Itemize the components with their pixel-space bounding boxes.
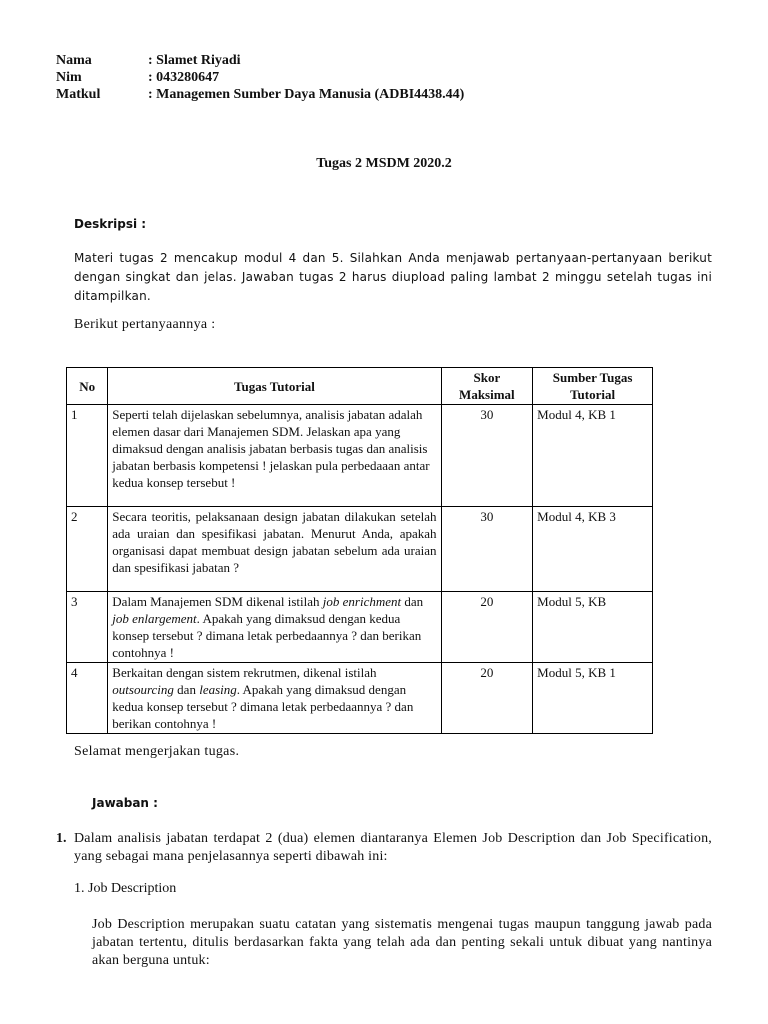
- table-header-row: [67, 368, 653, 405]
- row-no: 4: [67, 663, 108, 734]
- matkul-label: Matkul: [56, 87, 101, 102]
- header-no: No: [67, 368, 108, 405]
- student-info: [56, 52, 464, 103]
- info-row-nim: [56, 69, 464, 86]
- info-row-nama: [56, 52, 464, 69]
- row-question: Secara teoritis, pelaksanaan design jabatan dilakukan setelah ada uraian dan spesifikasi jabatan. Menurut Anda, apakah organisasi dapat membuat design jabatan sebelum ada uraian dan spesifikasi jabatan ?: [108, 507, 441, 592]
- closing-text: Selamat mengerjakan tugas.: [74, 744, 240, 759]
- table-row: [67, 405, 653, 507]
- description-text: Materi tugas 2 mencakup modul 4 dan 5. Silahkan Anda menjawab pertanyaan-pertanyaan berikut dengan singkat dan jelas. Jawaban tugas 2 harus diupload paling lambat 2 minggu setelah tugas ini ditampilkan.: [74, 251, 712, 303]
- row-question: [108, 663, 441, 734]
- row-no: 3: [67, 592, 108, 663]
- question-text: dan: [173, 682, 200, 697]
- row-source: Modul 4, KB 3: [533, 507, 653, 592]
- table-row: [67, 592, 653, 663]
- row-question: Seperti telah dijelaskan sebelumnya, analisis jabatan adalah elemen dasar dari Manajemen SDM. Jelaskan apa yang dimaksud dengan analisis jabatan berbasis tugas dan analisis jabatan berbasis kompetensi ! jelaskan pula perbedaaan antar kedua konsep tersebut !: [108, 405, 441, 507]
- row-no: 2: [67, 507, 108, 592]
- term-emphasis: job enlargement: [112, 611, 197, 626]
- document-title: Tugas 2 MSDM 2020.2: [316, 156, 452, 171]
- nama-label: Nama: [56, 53, 92, 68]
- table-row: [67, 663, 653, 734]
- sub-heading: 1. Job Description: [74, 881, 177, 896]
- row-source: Modul 5, KB: [533, 592, 653, 663]
- row-score: 20: [441, 592, 533, 663]
- row-no: 1: [67, 405, 108, 507]
- table-row: [67, 507, 653, 592]
- nama-value: : Slamet Riyadi: [148, 53, 241, 68]
- term-emphasis: job enrichment: [322, 594, 402, 609]
- answer-item: [56, 830, 712, 866]
- question-text: . Apakah yang dimaksud dengan kedua konsep tersebut ? dimana letak perbedaannya ? dan berikan contohnya !: [112, 682, 414, 731]
- answer-intro: Dalam analisis jabatan terdapat 2 (dua) elemen diantaranya Elemen Job Description dan Job Specification, yang sebagai mana penjelasannya seperti dibawah ini:: [74, 831, 712, 864]
- info-row-matkul: [56, 86, 464, 103]
- answer-number: 1.: [56, 831, 67, 846]
- header-skor: Skor Maksimal: [441, 368, 533, 405]
- questions-intro: Berikut pertanyaannya :: [74, 317, 216, 332]
- question-text: Berkaitan dengan sistem rekrutmen, dikenal istilah: [112, 665, 377, 680]
- term-emphasis: leasing: [199, 682, 237, 697]
- question-text: dan: [401, 594, 424, 609]
- assignment-table: [66, 367, 653, 734]
- header-tugas: Tugas Tutorial: [108, 368, 441, 405]
- row-score: 30: [441, 405, 533, 507]
- nim-label: Nim: [56, 70, 82, 85]
- nim-value: : 043280647: [148, 70, 220, 85]
- description-label: Deskripsi :: [74, 217, 147, 231]
- row-score: 20: [441, 663, 533, 734]
- answer-paragraph: Job Description merupakan suatu catatan yang sistematis mengenai tugas maupun tanggung jawab pada jabatan tertentu, ditulis berdasarkan fakta yang telah ada dan penting sekali untuk dibuat yang nantinya akan berguna untuk:: [92, 917, 712, 968]
- row-source: Modul 5, KB 1: [533, 663, 653, 734]
- matkul-value: : Managemen Sumber Daya Manusia (ADBI4438.44): [148, 87, 465, 102]
- row-question: [108, 592, 441, 663]
- answer-label: Jawaban :: [92, 796, 158, 810]
- question-text: . Apakah yang dimaksud dengan kedua konsep tersebut ? dimana letak perbedaannya ? dan berikan contohnya !: [112, 611, 422, 660]
- row-source: Modul 4, KB 1: [533, 405, 653, 507]
- term-emphasis: outsourcing: [112, 682, 174, 697]
- header-sumber: Sumber Tugas Tutorial: [533, 368, 653, 405]
- question-text: Dalam Manajemen SDM dikenal istilah: [112, 594, 323, 609]
- row-score: 30: [441, 507, 533, 592]
